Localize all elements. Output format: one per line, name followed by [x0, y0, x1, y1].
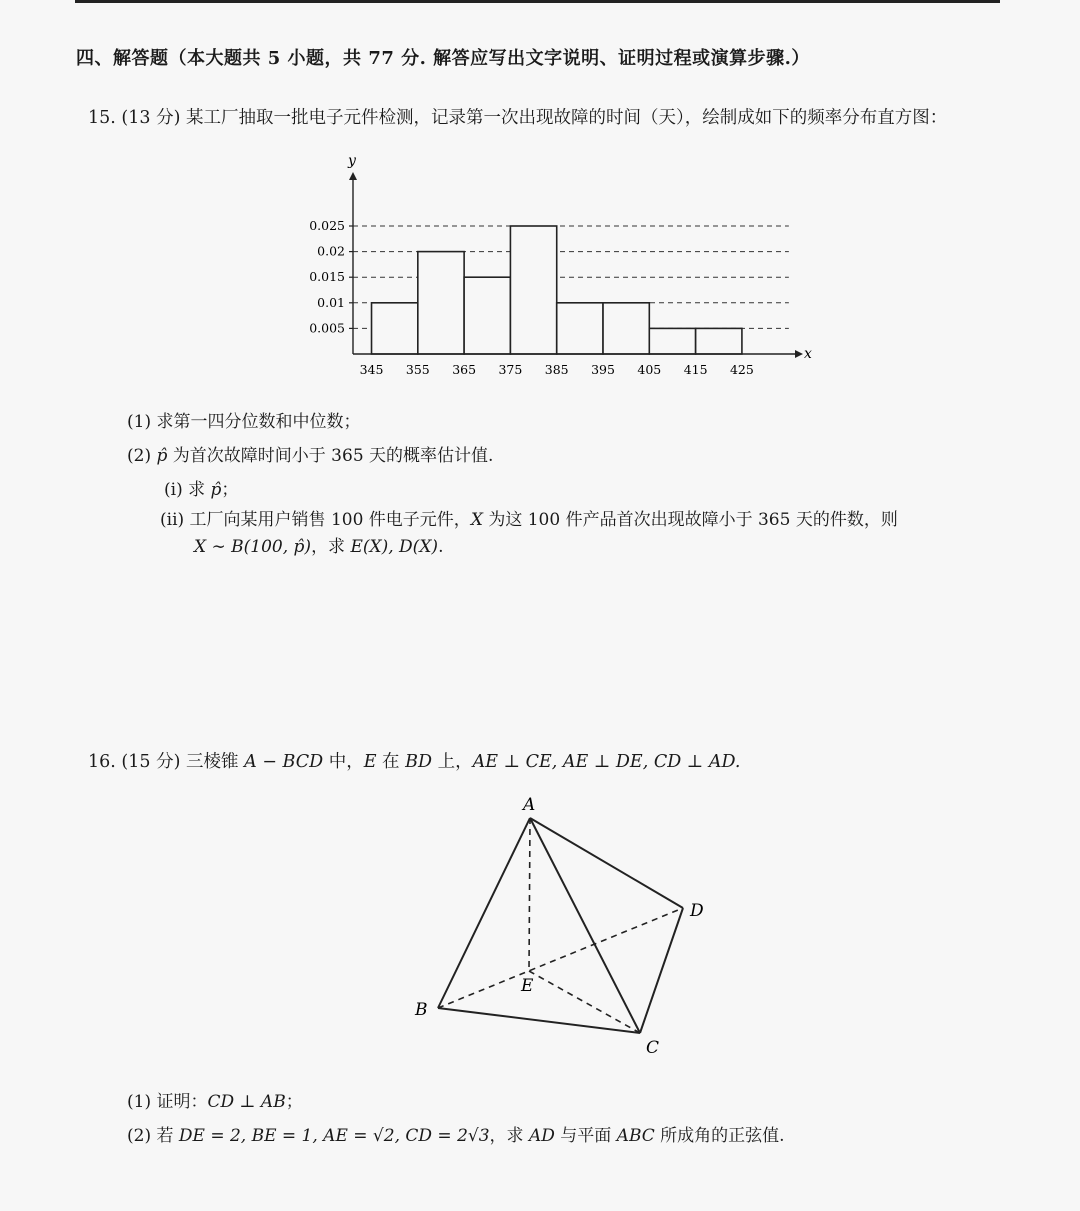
y-axis-arrow [349, 172, 357, 180]
vertex-label-b: B [415, 1000, 428, 1020]
p-hat: p̂ [210, 480, 222, 500]
section-heading: 四、解答题（本大题共 5 小题，共 77 分. 解答应写出文字说明、证明过程或演算步骤.） [76, 48, 810, 69]
x-tick-label: 415 [683, 362, 708, 377]
math: AE ⊥ CE, AE ⊥ DE, CD ⊥ AD. [472, 752, 741, 772]
edge-ab [438, 818, 530, 1008]
x-tick-label: 405 [637, 362, 662, 377]
part-label: (2) [127, 446, 157, 466]
math: CD ⊥ AB [207, 1092, 286, 1112]
p-hat: p̂ [156, 446, 168, 466]
histogram-bar [696, 328, 742, 354]
math: BD [405, 752, 433, 772]
vertex-label-e: E [521, 976, 534, 996]
question-text: 三棱锥 [186, 752, 245, 772]
tetrahedron-diagram [400, 790, 730, 1060]
question-number: 15. [88, 108, 116, 128]
part-text: 所成角的正弦值. [654, 1126, 785, 1146]
math-distribution: X ∼ B(100, p̂) [194, 537, 312, 557]
q15-part2-i [164, 475, 238, 500]
vertex-label-c: C [646, 1038, 660, 1058]
part-text: ； [285, 1092, 303, 1112]
x-tick-label: 375 [498, 362, 523, 377]
y-axis-label: y [348, 153, 356, 169]
math: A − BCD [244, 752, 324, 772]
vertex-label-a: A [523, 795, 536, 815]
y-tick-label: 0.005 [309, 320, 345, 336]
y-tick-label: 0.015 [309, 269, 345, 285]
histogram-bar [372, 303, 418, 354]
y-tick-label: 0.025 [309, 218, 345, 233]
part-text: ，求 [489, 1126, 529, 1146]
y-tick-label: 0.01 [317, 294, 345, 310]
x-tick-label: 385 [544, 362, 569, 377]
math-x: X [470, 510, 483, 530]
question-text: 某工厂抽取一批电子元件检测，记录第一次出现故障的时间（天），绘制成如下的频率分布直方图： [186, 108, 948, 128]
q16-part1 [127, 1087, 303, 1112]
part-text: (ii) 工厂向某用户销售 100 件电子元件， [160, 510, 471, 530]
top-rule [75, 0, 1000, 3]
part-label: (i) 求 [164, 480, 211, 500]
math-expectation: E(X), D(X) [350, 537, 439, 557]
edge-bc [438, 1008, 640, 1033]
q16-part2 [127, 1121, 785, 1146]
q15-part2-ii-line2 [194, 532, 443, 557]
x-tick-label: 395 [591, 362, 615, 377]
part-text: (1) 证明： [127, 1092, 208, 1112]
question-15-stem [88, 104, 947, 129]
question-text: 上， [432, 752, 473, 772]
histogram-bar [603, 303, 649, 354]
question-16-stem [88, 748, 740, 773]
math: DE = 2, BE = 1, AE = √2, CD = 2√3 [178, 1126, 490, 1146]
x-tick-label: 365 [452, 362, 477, 377]
part-text: 为这 100 件产品首次出现故障小于 365 天的件数，则 [482, 510, 898, 530]
edge-cd [640, 908, 683, 1033]
vertex-label-d: D [690, 901, 704, 921]
question-text: 在 [376, 752, 406, 772]
math: ABC [616, 1126, 655, 1146]
x-axis-label: x [804, 346, 812, 362]
part-text: 为首次故障时间小于 365 天的概率估计值. [167, 446, 494, 466]
part-text: ，求 [311, 537, 351, 557]
math: E [363, 752, 377, 772]
histogram-bar [649, 328, 695, 354]
part-text: ； [221, 480, 239, 500]
part-text: (2) 若 [127, 1126, 179, 1146]
edge-ae-hidden [529, 818, 530, 971]
q15-part1: (1) 求第一四分位数和中位数； [127, 412, 361, 432]
histogram-bar [418, 252, 464, 354]
histogram-bar [464, 277, 510, 354]
question-text: 中， [323, 752, 364, 772]
question-number: 16. [88, 752, 116, 772]
edge-bd-hidden [438, 908, 683, 1008]
math: AD [528, 1126, 555, 1146]
question-score: (13 分) [121, 108, 181, 128]
frequency-histogram [290, 145, 830, 385]
y-tick-label: 0.02 [317, 243, 345, 259]
x-axis-arrow [795, 350, 803, 358]
question-score: (15 分) [121, 752, 181, 772]
q15-part2 [127, 441, 493, 466]
part-text: 与平面 [554, 1126, 617, 1146]
x-tick-label: 355 [405, 362, 430, 377]
x-tick-label: 425 [729, 362, 754, 377]
x-tick-label: 345 [359, 362, 384, 377]
q15-part2-ii-line1 [160, 505, 898, 530]
part-text: . [438, 537, 444, 557]
histogram-bar [510, 226, 556, 354]
histogram-bar [557, 303, 603, 354]
